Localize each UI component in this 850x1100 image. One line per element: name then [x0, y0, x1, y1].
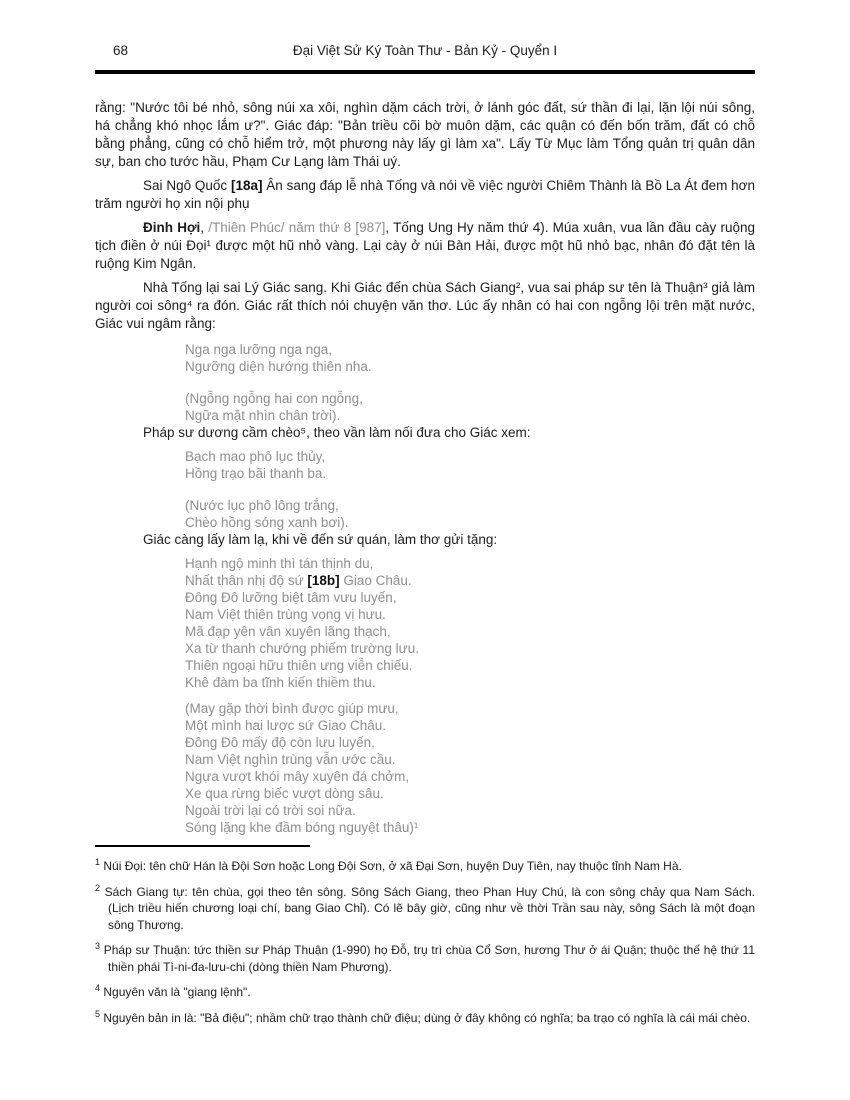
- era-name: Đinh Hợi: [143, 220, 201, 235]
- paragraph-phap-su-oar: Pháp sư dương cầm chèo⁵, theo vần làm nối đưa cho Giác xem:: [143, 425, 531, 440]
- footnote-4: [95, 984, 755, 1001]
- poem-line: Khê đàm ba tĩnh kiến thiềm thu.: [185, 675, 376, 690]
- poem-line: Ngựa vượt khói mây xuyên đá chởm,: [185, 769, 410, 784]
- footnote-text: Sách Giang tự: tên chùa, gọi theo tên sông. Sông Sách Giang, theo Phan Huy Chú, là con sông chảy qua Nam Sách. (Lịch triều hiến chương loại chí, bang Giao Chỉ). Có lẽ bây giờ, cũng như về thời Trần sau này, sông Sách là một đoạn sông Thương.: [104, 884, 755, 932]
- poem-line: Bạch mao phô lục thủy,: [185, 449, 326, 464]
- paragraph-embassy-reply: rằng: "Nước tôi bé nhỏ, sông núi xa xôi, nghìn dặm cách trời, ở lánh góc đất, sứ thần đi lại, lặn lội núi sông, há chẳng khó nhọc lắm ư?". Giác đáp: "Bản triều cõi bờ muôn dặm, các quận có đến bốn trăm, đất có chỗ bằng phẳng, cũng có chỗ hiểm trở, một phương này lấy gì làm xa". Lấy Từ Mục làm Tổng quản trị quân dân sự, ban cho tước hầu, Phạm Cư Lạng làm Thái uý.: [95, 100, 755, 169]
- folio-marker-18b: [18b]: [307, 573, 340, 588]
- poem-goose-vietnamese: [95, 390, 755, 424]
- poem-line: Xe qua rừng biếc vượt dòng sâu.: [185, 786, 384, 801]
- page-number: 68: [113, 43, 129, 58]
- footnote-marker: 2: [95, 882, 101, 893]
- poem-line: Ngưỡng diện hướng thiên nha.: [185, 359, 372, 374]
- poem-line: Mã đạp yên vân xuyên lãng thạch,: [185, 624, 391, 639]
- page-title: Đại Việt Sử Ký Toàn Thư - Bản Kỷ - Quyển I: [292, 43, 558, 58]
- poem-oar-vietnamese: [95, 497, 755, 531]
- poem-line: Xa từ thanh chướng phiếm trường lưu.: [185, 641, 419, 656]
- footnote-5: [95, 1010, 755, 1027]
- poem-line: Sóng lặng khe đầm bóng nguyệt thâu)¹: [185, 820, 419, 835]
- footnote-marker: 5: [95, 1008, 101, 1019]
- folio-marker-18a: [18a]: [230, 178, 263, 193]
- poem-line: Đông Đô mấy độ còn lưu luyến,: [185, 735, 375, 750]
- poem-line: Nam Việt nghìn trùng vẫn ước cầu.: [185, 752, 396, 767]
- footnote-text: Nguyên văn là "giang lệnh".: [103, 985, 251, 999]
- footnote-text: Nguyên bản in là: "Bả điệu"; nhầm chữ trạo thành chữ điệu; dùng ở đây không có nghĩa; ba trạo có nghĩa là cái mái chèo.: [103, 1010, 751, 1025]
- footnote-separator-rule: [95, 845, 310, 847]
- poem-line: Nam Việt thiên trùng vọng vị hưu.: [185, 607, 386, 622]
- poem-line: Hồng trạo bãi thanh ba.: [185, 466, 327, 481]
- paragraph-ngo-quoc-an: [95, 177, 755, 213]
- poem-line: Đông Đô lưỡng biệt tâm vưu luyến,: [185, 590, 397, 605]
- footnote-2: [95, 884, 755, 934]
- paragraph-dinh-hoi-year: [95, 219, 755, 273]
- footnote-text: Pháp sư Thuận: tức thiền sư Pháp Thuận (1-990) họ Đỗ, trụ trì chùa Cổ Sơn, hương Thư ở ái Quận; thuộc thế hệ thứ 11 thiền phái Tì-ni-đa-lưu-chi (dòng thiền Nam Phương).: [103, 943, 755, 974]
- footnote-text: Núi Đọi: tên chữ Hán là Đội Sơn hoặc Long Đội Sơn, ở xã Đại Sơn, huyện Duy Tiên, nay thuộc tỉnh Nam Hà.: [103, 859, 682, 873]
- poem-oar-chinese: [95, 448, 755, 482]
- poem-line: Ngữa mặt nhìn chân trời).: [185, 408, 341, 423]
- poem-farewell-chinese: [95, 555, 755, 691]
- footnote-marker: 3: [95, 941, 101, 951]
- poem-line-text: Nhất thân nhị độ sứ: [185, 573, 308, 588]
- header-rule: [95, 70, 755, 74]
- page-header: [95, 40, 755, 64]
- body-text: [95, 99, 755, 836]
- paragraph-text: , Tống Ung Hy năm thứ 4). Múa xuân, vua lần đầu cày ruộng tịch điền ở núi Đọi¹ được một hũ nhỏ vàng. Lại cày ở núi Bàn Hải, được một hũ nhỏ bạc, nhân đó đặt tên là ruộng Kim Ngân.: [95, 220, 755, 271]
- poem-line: Một mình hai lược sứ Giao Châu.: [185, 718, 387, 733]
- poem-farewell-vietnamese: [95, 700, 755, 836]
- poem-line-text: Giao Châu.: [339, 573, 412, 588]
- poem-line: Hạnh ngộ minh thì tán thịnh du,: [185, 556, 374, 571]
- paragraph-text: ,: [200, 220, 209, 235]
- paragraph-text: Sai Ngô Quốc: [143, 178, 231, 193]
- poem-goose-chinese: [95, 341, 755, 375]
- poem-line: Chèo hồng sóng xanh bơi).: [185, 515, 349, 530]
- poem-line: (May gặp thời bình được giúp mưu,: [185, 701, 399, 716]
- paragraph-ly-giac-visit: Nhà Tống lại sai Lý Giác sang. Khi Giác đến chùa Sách Giang², vua sai pháp sư tên là Thuận³ giả làm người coi sông⁴ ra đón. Giác rất thích nói chuyện văn thơ. Lúc ấy nhân có hai con ngỗng lội trên mặt nước, Giác vui ngâm rằng:: [95, 280, 755, 331]
- footnote-3: [95, 942, 755, 975]
- poem-line: (Nước lục phô lông trắng,: [185, 498, 339, 513]
- footnote-marker: 4: [95, 983, 101, 993]
- poem-line: Ngoài trời lại có trời soi nữa.: [185, 803, 356, 818]
- footnote-marker: 1: [95, 857, 101, 867]
- footnotes-section: [95, 845, 755, 1035]
- poem-line: [185, 572, 755, 589]
- poem-line: Nga nga lưỡng nga nga,: [185, 342, 332, 357]
- paragraph-text: Ân sang đáp lễ nhà Tống và nói về việc người Chiêm Thành là Bồ La Át đem hơn trăm người họ xin nội phụ: [95, 178, 755, 211]
- footnote-1: [95, 858, 755, 875]
- poem-line: Thiên ngoại hữu thiên ưng viễn chiếu.: [185, 658, 413, 673]
- poem-line: (Ngỗng ngỗng hai con ngỗng,: [185, 391, 363, 406]
- paragraph-giac-farewell: Giác càng lấy làm lạ, khi về đến sứ quán, làm thơ gửi tặng:: [143, 532, 498, 547]
- era-reign-title: /Thiên Phúc/ năm thứ 8 [987]: [208, 220, 386, 235]
